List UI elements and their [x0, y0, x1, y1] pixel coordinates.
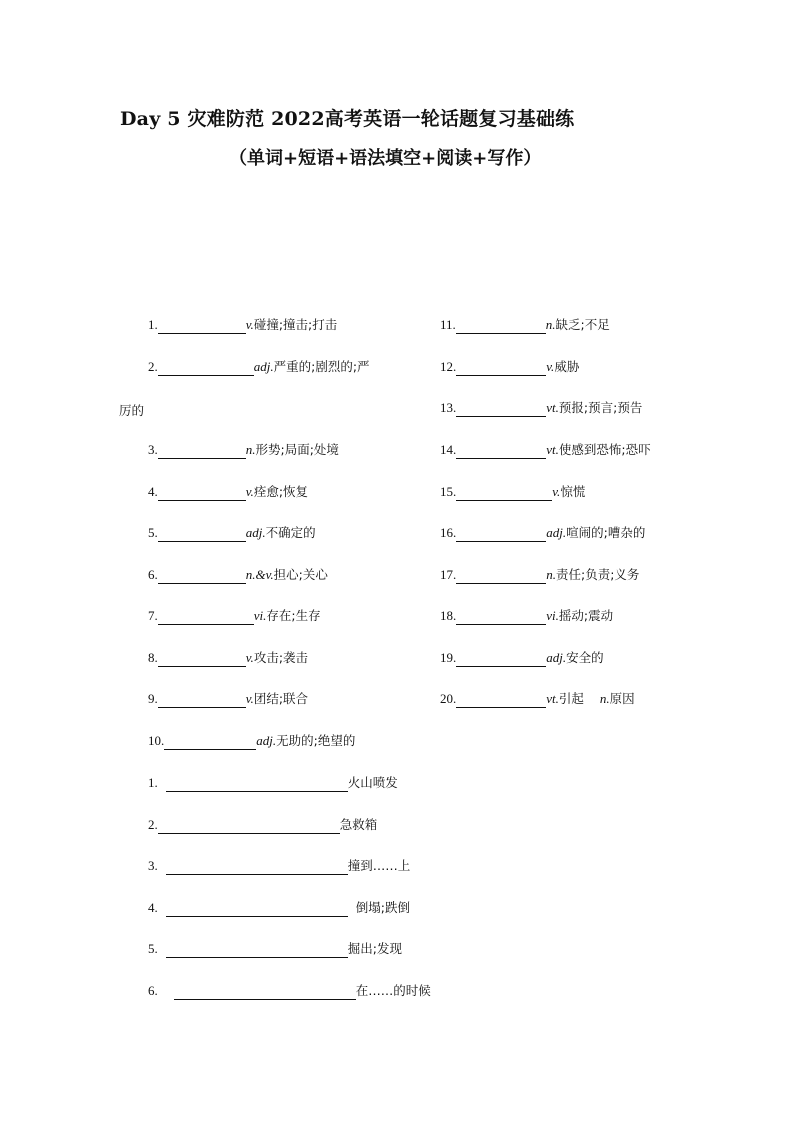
answer-blank[interactable] [456, 693, 546, 708]
answer-blank[interactable] [158, 819, 340, 834]
part-of-speech: adj. [245, 525, 266, 540]
phrase-item-3 [148, 857, 410, 875]
part-of-speech: v. [546, 359, 555, 374]
word-number: 18. [440, 608, 457, 623]
answer-blank[interactable] [158, 693, 246, 708]
word-item-8 [148, 649, 308, 667]
answer-blank[interactable] [158, 610, 254, 625]
answer-blank[interactable] [174, 985, 356, 1000]
answer-blank[interactable] [456, 361, 546, 376]
word-item-6 [148, 566, 328, 584]
page-title: Day 5 灾难防范 2022高考英语一轮话题复习基础练 [120, 108, 575, 130]
word-number: 4. [148, 484, 158, 499]
word-number: 20. [440, 691, 457, 706]
word-number: 11. [440, 317, 456, 332]
word-meaning: 形势;局面;处境 [255, 442, 339, 457]
word-number: 17. [440, 567, 457, 582]
phrase-meaning: 急救箱 [339, 817, 378, 832]
phrase-number: 1. [148, 775, 158, 790]
word-number: 1. [148, 317, 158, 332]
word-meaning: 威胁 [554, 359, 580, 374]
word-item-2 [148, 358, 370, 376]
word-item-5 [148, 524, 316, 542]
word-number: 10. [148, 733, 165, 748]
phrase-meaning: 撞到……上 [347, 858, 411, 873]
word-meaning: 原因 [609, 691, 635, 706]
answer-blank[interactable] [456, 652, 546, 667]
part-of-speech: adj. [546, 650, 567, 665]
answer-blank[interactable] [158, 527, 246, 542]
word-meaning: 严重的;剧烈的;严 [273, 359, 370, 374]
phrase-meaning: 火山喷发 [347, 775, 398, 790]
word-meaning: 不确定的 [265, 525, 316, 540]
word-item-12 [440, 358, 579, 376]
word-number: 3. [148, 442, 158, 457]
phrase-number: 3. [148, 858, 158, 873]
part-of-speech: adj. [546, 525, 567, 540]
part-of-speech: v. [245, 691, 254, 706]
word-item-15 [440, 483, 585, 501]
word-meaning: 存在;生存 [266, 608, 321, 623]
part-of-speech: v. [245, 484, 254, 499]
answer-blank[interactable] [166, 943, 348, 958]
word-item-3 [148, 441, 339, 459]
phrase-item-4 [148, 899, 410, 917]
phrase-item-2 [148, 816, 377, 834]
word-meaning: 攻击;袭击 [253, 650, 309, 665]
answer-blank[interactable] [456, 610, 546, 625]
word-meaning: 使感到恐怖;恐吓 [558, 442, 651, 457]
phrase-item-1 [148, 774, 398, 792]
part-of-speech: vt. [546, 691, 559, 706]
word-item-4 [148, 483, 308, 501]
part-of-speech: vi. [546, 608, 559, 623]
phrase-number: 5. [148, 941, 158, 956]
word-meaning: 预报;预言;预告 [558, 400, 643, 415]
word-number: 7. [148, 608, 158, 623]
word-meaning: 安全的 [566, 650, 604, 665]
answer-blank[interactable] [166, 777, 348, 792]
word-number: 13. [440, 400, 457, 415]
word-meaning: 无助的;绝望的 [276, 733, 356, 748]
part-of-speech: n. [546, 567, 556, 582]
word-item-14 [440, 441, 651, 459]
answer-blank[interactable] [158, 319, 246, 334]
answer-blank[interactable] [158, 444, 246, 459]
word-item-16 [440, 524, 645, 542]
word-item-11 [440, 316, 610, 334]
phrase-item-5 [148, 940, 402, 958]
phrase-number: 6. [148, 983, 158, 998]
phrase-meaning: 倒塌;跌倒 [355, 900, 410, 915]
answer-blank[interactable] [456, 527, 546, 542]
answer-blank[interactable] [164, 735, 256, 750]
answer-blank[interactable] [158, 652, 246, 667]
word-number: 12. [440, 359, 457, 374]
part-of-speech: v. [245, 317, 254, 332]
answer-blank[interactable] [456, 569, 546, 584]
word-meaning: 碰撞;撞击;打击 [253, 317, 338, 332]
answer-blank[interactable] [166, 860, 348, 875]
part-of-speech: vt. [546, 442, 559, 457]
answer-blank[interactable] [158, 361, 254, 376]
phrase-number: 4. [148, 900, 158, 915]
word-meaning: 痊愈;恢复 [253, 484, 309, 499]
word-item-9 [148, 690, 308, 708]
word-item-1 [148, 316, 337, 334]
word-item-20 [440, 690, 635, 708]
phrase-item-6 [148, 982, 431, 1000]
word-item-17 [440, 566, 639, 584]
word-number: 5. [148, 525, 158, 540]
word-number: 16. [440, 525, 457, 540]
word-number: 2. [148, 359, 158, 374]
phrase-meaning: 掘出;发现 [347, 941, 402, 956]
phrase-meaning: 在……的时候 [355, 983, 431, 998]
word-meaning: 惊慌 [560, 484, 586, 499]
part-of-speech: adj. [253, 359, 274, 374]
word-item-19 [440, 649, 604, 667]
word-item-10 [148, 732, 355, 750]
part-of-speech: v. [245, 650, 254, 665]
word-meaning: 责任;负责;义务 [556, 567, 640, 582]
word-item-18 [440, 607, 613, 625]
part-of-speech: n. [599, 691, 610, 706]
word-number: 19. [440, 650, 457, 665]
answer-blank[interactable] [456, 402, 546, 417]
answer-blank[interactable] [456, 444, 546, 459]
word-item-13 [440, 399, 642, 417]
word-item-7 [148, 607, 321, 625]
page-subtitle: （单词+短语+语法填空+阅读+写作） [229, 148, 542, 169]
word-number: 9. [148, 691, 158, 706]
answer-blank[interactable] [166, 902, 348, 917]
word-meaning: 团结;联合 [253, 691, 309, 706]
answer-blank[interactable] [158, 569, 246, 584]
part-of-speech: v. [552, 484, 561, 499]
word-number: 6. [148, 567, 158, 582]
part-of-speech: adj. [256, 733, 277, 748]
answer-blank[interactable] [456, 486, 552, 501]
part-of-speech: vt. [546, 400, 559, 415]
phrase-number: 2. [148, 817, 158, 832]
word-meaning: 担心;关心 [273, 567, 328, 582]
answer-blank[interactable] [456, 319, 546, 334]
word-meaning: 缺乏;不足 [555, 317, 610, 332]
word-meaning-continuation: 厉的 [119, 403, 145, 418]
word-number: 15. [440, 484, 457, 499]
answer-blank[interactable] [158, 486, 246, 501]
part-of-speech: n. [545, 317, 556, 332]
word-meaning: 喧闹的;嘈杂的 [566, 525, 646, 540]
word-meaning: 摇动;震动 [558, 608, 614, 623]
word-meaning: 引起 [558, 691, 584, 706]
word-number: 14. [440, 442, 457, 457]
part-of-speech: n.&v. [245, 567, 274, 582]
part-of-speech: n. [245, 442, 256, 457]
part-of-speech: vi. [253, 608, 267, 623]
word-number: 8. [148, 650, 158, 665]
